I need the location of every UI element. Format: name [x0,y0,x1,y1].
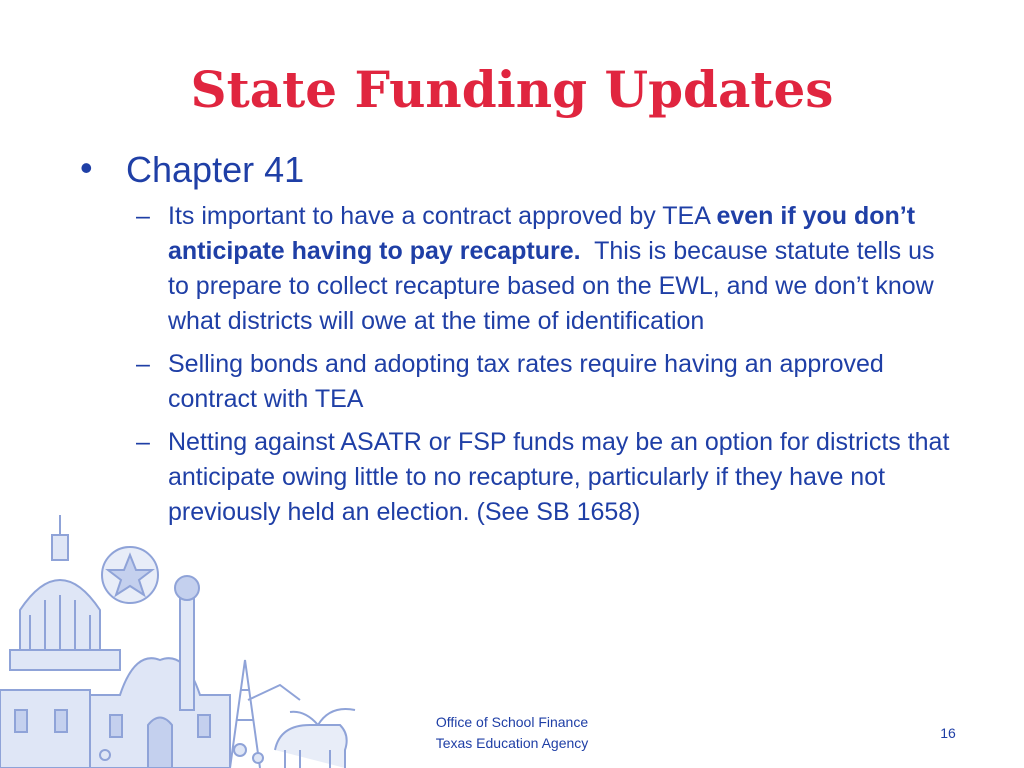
sub-bullet-netting [80,425,950,530]
footer-organization [412,712,612,754]
page-number: 16 [940,725,956,741]
bullet-text: Chapter 41 [126,149,305,190]
sub-bullet-dash: – [136,428,150,457]
footer-line-office: Office of School Finance [435,714,589,730]
longhorn-icon [275,725,347,768]
sub-bullet-bonds-tax-rates [80,347,950,417]
sub-bullet-contract-approval [80,199,950,339]
sub-bullet-text: Selling bonds and adopting tax rates require having an approved contract with TEA [168,350,884,414]
texas-landmarks-illustration [0,500,360,768]
sub-bullet-dash: – [136,350,150,379]
slide-content [80,148,950,538]
slide-title: State Funding Updates [190,60,834,119]
sub-bullet-text: Its important to have a contract approved by TEA [168,202,717,231]
bullet-marker: • [80,147,93,188]
bullet-item-chapter-41 [80,148,950,191]
tower-icon [180,590,194,710]
sub-bullet-text: Netting against ASATR or FSP funds may be an option for districts that anticipate owing little to no recapture, particularly if they have not previously held an election. (See SB 1658) [168,428,950,527]
footer-line-agency: Texas Education Agency [435,735,589,751]
sub-bullet-text-continued: This is because statute tells us to prepare to collect recapture based on the EWL, and we don’t know what districts will owe at the time of identification [168,237,942,336]
sub-bullet-emphasis: even if you don’t anticipate having to pay recapture. [168,202,916,266]
sub-bullet-dash: – [136,202,150,231]
